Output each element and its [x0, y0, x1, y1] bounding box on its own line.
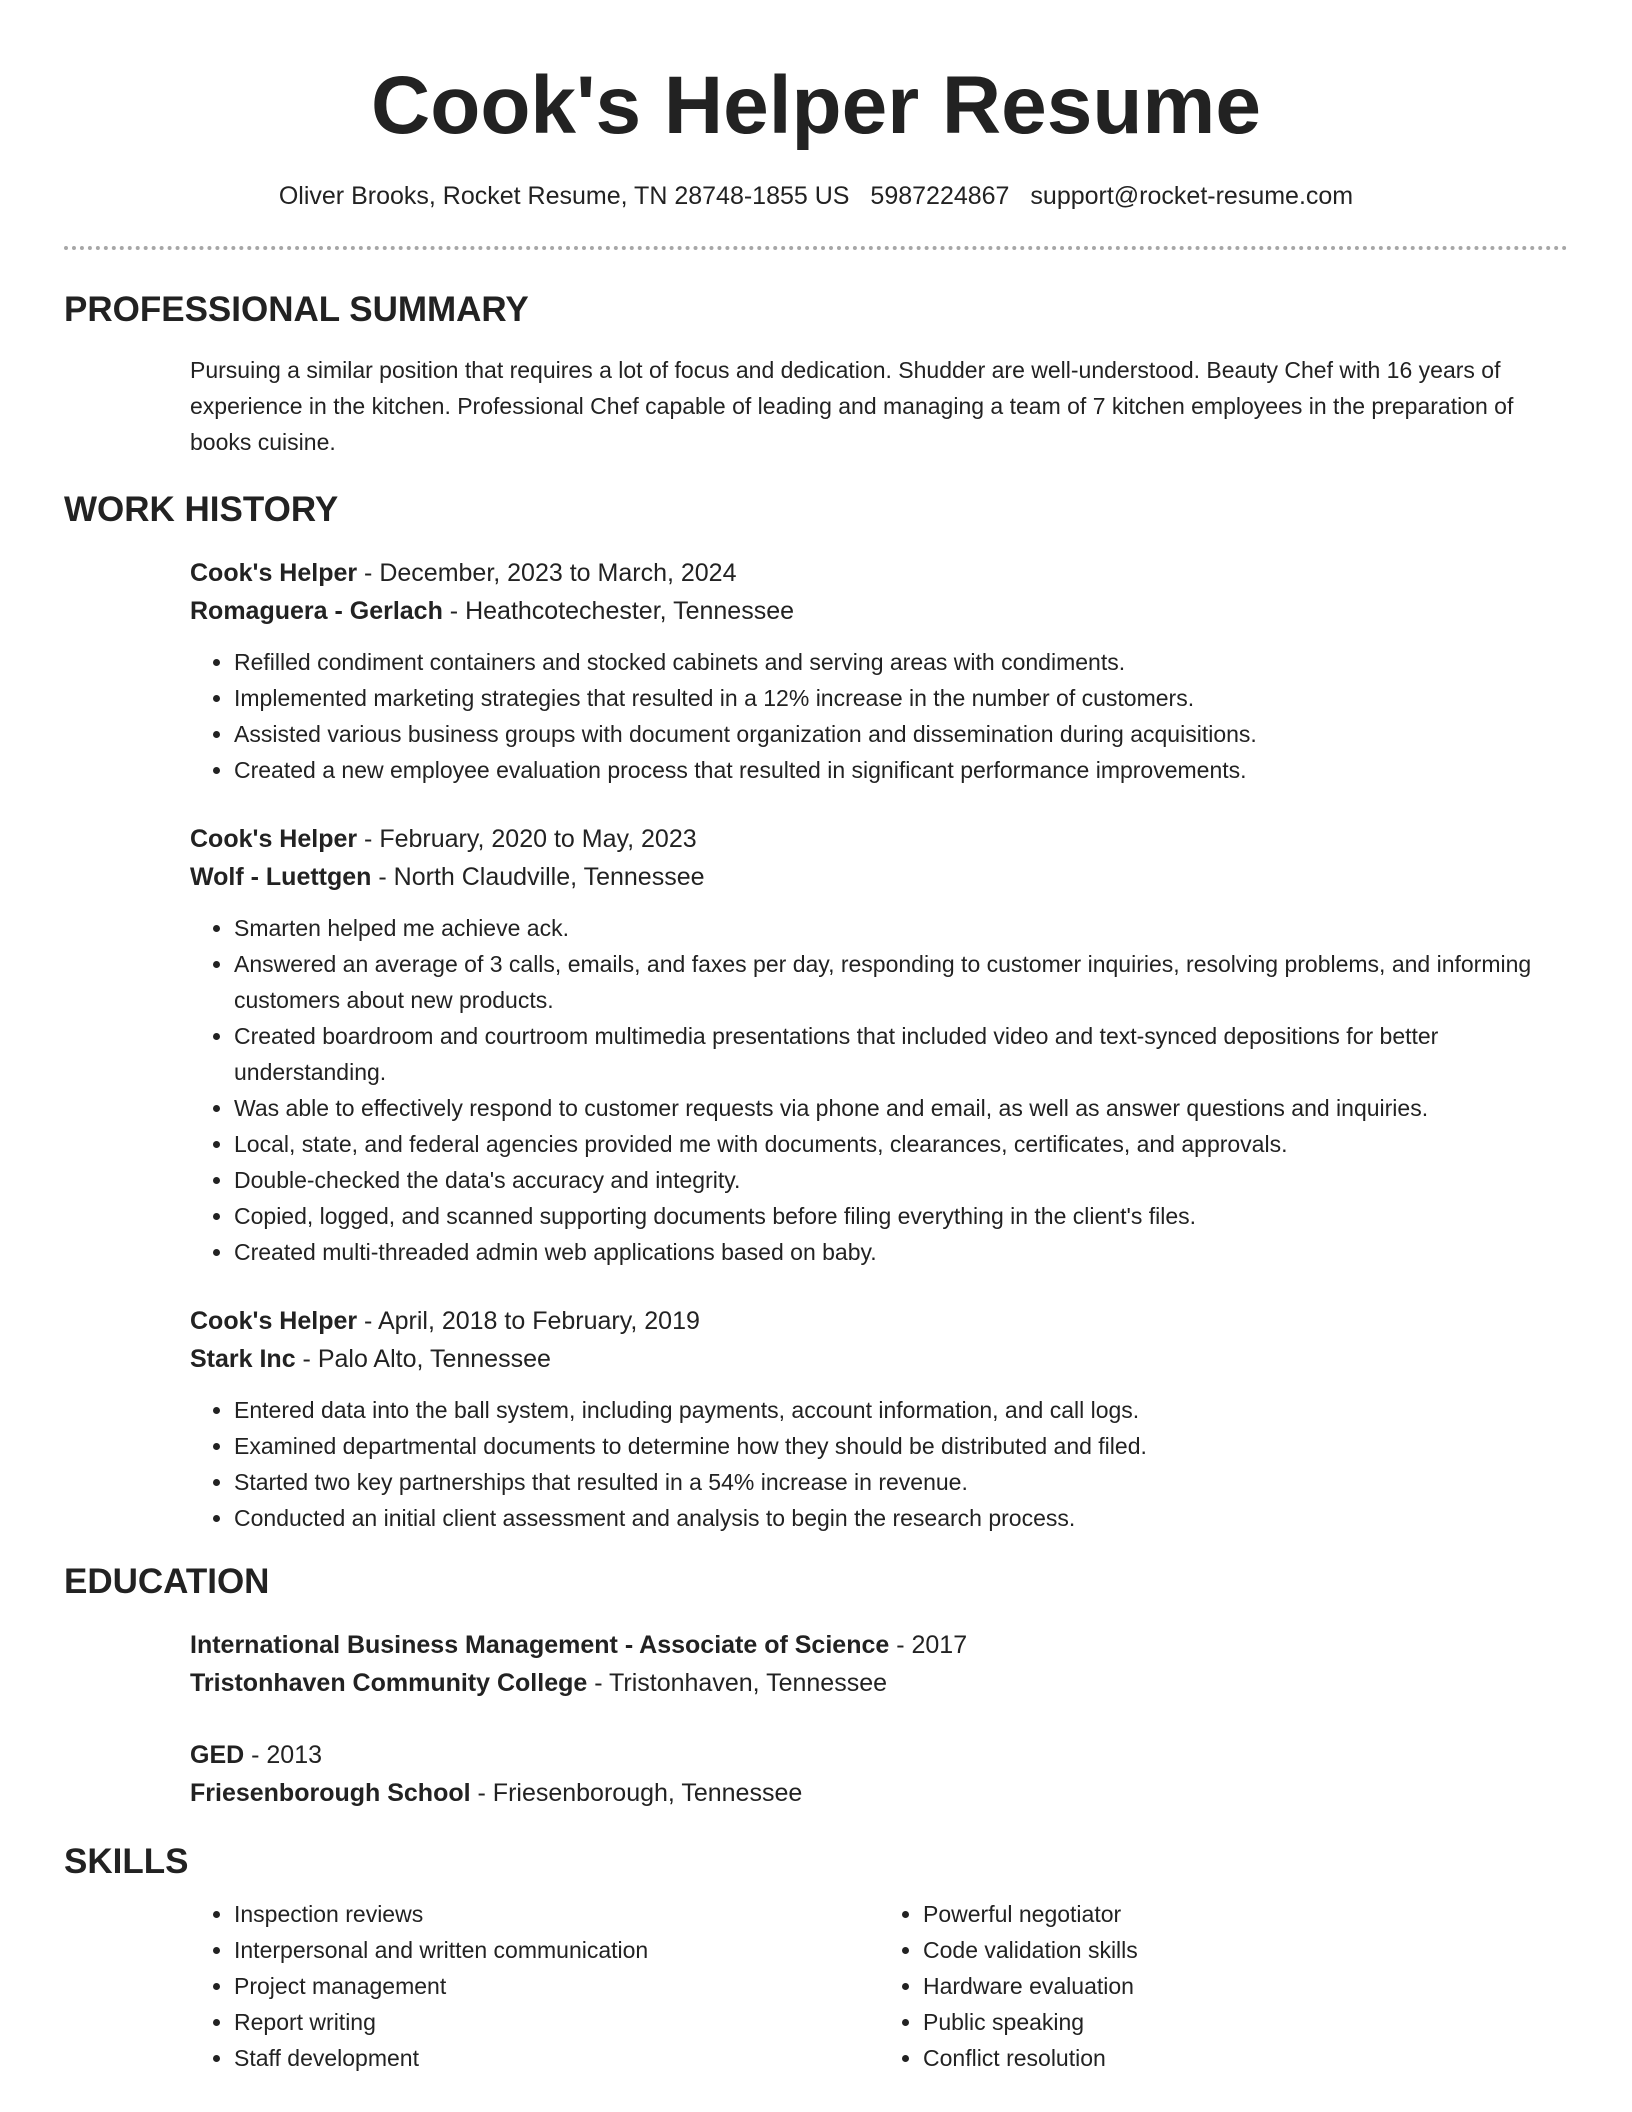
skill-item: • Report writing — [234, 2004, 879, 2040]
skill-item: • Hardware evaluation — [923, 1968, 1568, 2004]
skills-heading: SKILLS — [64, 1842, 189, 1881]
skill-item: • Project management — [234, 1968, 879, 2004]
education-school: Tristonhaven Community College — [190, 1669, 588, 1697]
resume-page — [64, 0, 1568, 2076]
contact-line — [64, 180, 1568, 212]
job-title: Cook's Helper — [190, 825, 358, 853]
education-degree-line — [190, 1626, 1568, 1664]
job-title-line — [190, 554, 1568, 592]
summary-heading: PROFESSIONAL SUMMARY — [64, 290, 529, 329]
skill-item: • Powerful negotiator — [923, 1896, 1568, 1932]
education-entry — [190, 1626, 1568, 1702]
job-company-line — [190, 592, 1568, 630]
education-degree: International Business Management - Associate of Science — [190, 1631, 890, 1659]
job-dates: - April, 2018 to February, 2019 — [357, 1307, 700, 1335]
skill-item: • Inspection reviews — [234, 1896, 879, 1932]
job-company: Stark Inc — [190, 1345, 296, 1373]
job-location: - Palo Alto, Tennessee — [295, 1345, 551, 1373]
summary-text: Pursuing a similar position that requires a lot of focus and dedication. Shudder are well-understood. Beauty Chef with 16 years of experience in the kitchen. Professional Chef capable of leading and managing a team of 7 kitchen employees in the preparation of books cuisine. — [190, 357, 1514, 455]
education-entry — [190, 1736, 1568, 1812]
job-bullet: • Copied, logged, and scanned supporting documents before filing everything in the client's files. — [234, 1198, 1568, 1234]
job-bullet: • Answered an average of 3 calls, emails, and faxes per day, responding to customer inquiries, resolving problems, and informing customers about new products. — [234, 946, 1568, 1018]
job-title-line — [190, 820, 1568, 858]
skill-item: • Interpersonal and written communication — [234, 1932, 879, 1968]
education-year: - 2013 — [244, 1741, 323, 1769]
job-bullet: • Conducted an initial client assessment and analysis to begin the research process. — [234, 1500, 1568, 1536]
job-bullet: • Double-checked the data's accuracy and integrity. — [234, 1162, 1568, 1198]
job-bullet: • Smarten helped me achieve ack. — [234, 910, 1568, 946]
education-school-line — [190, 1774, 1568, 1812]
education-school: Friesenborough School — [190, 1779, 471, 1807]
education-year: - 2017 — [889, 1631, 968, 1659]
education-location: - Friesenborough, Tennessee — [470, 1779, 803, 1807]
education-school-line — [190, 1664, 1568, 1702]
job-location: - Heathcotechester, Tennessee — [442, 597, 795, 625]
job-bullet: • Created multi-threaded admin web applications based on baby. — [234, 1234, 1568, 1270]
job-company-line — [190, 1340, 1568, 1378]
skills-column-right — [879, 1896, 1568, 2076]
job-bullet: • Local, state, and federal agencies provided me with documents, clearances, certificates, and approvals. — [234, 1126, 1568, 1162]
job-dates: - December, 2023 to March, 2024 — [357, 559, 737, 587]
job-company: Romaguera - Gerlach — [190, 597, 443, 625]
job-title-line — [190, 1302, 1568, 1340]
skill-item: • Staff development — [234, 2040, 879, 2076]
job-bullet: • Was able to effectively respond to customer requests via phone and email, as well as answer questions and inquiries. — [234, 1090, 1568, 1126]
work-history-section — [64, 488, 1568, 1536]
skill-item: • Conflict resolution — [923, 2040, 1568, 2076]
contact-email: support@rocket-resume.com — [1030, 182, 1354, 210]
header-divider — [64, 246, 1568, 250]
summary-section — [64, 288, 1568, 460]
job-bullet: • Created boardroom and courtroom multimedia presentations that included video and text-synced depositions for better understanding. — [234, 1018, 1568, 1090]
skill-item: • Code validation skills — [923, 1932, 1568, 1968]
skills-section — [64, 1840, 1568, 2076]
job-company-line — [190, 858, 1568, 896]
job-entry — [190, 820, 1568, 1270]
job-dates: - February, 2020 to May, 2023 — [357, 825, 697, 853]
job-bullet: • Refilled condiment containers and stocked cabinets and serving areas with condiments. — [234, 644, 1568, 680]
skills-grid — [190, 1896, 1568, 2076]
skill-item: • Public speaking — [923, 2004, 1568, 2040]
job-bullet: • Created a new employee evaluation process that resulted in significant performance improvements. — [234, 752, 1568, 788]
education-heading: EDUCATION — [64, 1562, 270, 1601]
job-title: Cook's Helper — [190, 1307, 358, 1335]
contact-phone: 5987224867 — [870, 182, 1010, 210]
education-degree: GED — [190, 1741, 245, 1769]
job-bullet: • Implemented marketing strategies that resulted in a 12% increase in the number of customers. — [234, 680, 1568, 716]
job-bullet: • Examined departmental documents to determine how they should be distributed and filed. — [234, 1428, 1568, 1464]
work-history-heading: WORK HISTORY — [64, 490, 339, 529]
contact-address: Oliver Brooks, Rocket Resume, TN 28748-1855 US — [278, 182, 850, 210]
job-entry — [190, 554, 1568, 788]
job-bullet: • Started two key partnerships that resulted in a 54% increase in revenue. — [234, 1464, 1568, 1500]
job-title: Cook's Helper — [190, 559, 358, 587]
job-company: Wolf - Luettgen — [190, 863, 372, 891]
job-bullet: • Entered data into the ball system, including payments, account information, and call logs. — [234, 1392, 1568, 1428]
job-bullets — [190, 644, 1568, 788]
job-entry — [190, 1302, 1568, 1536]
skills-column-left — [190, 1896, 879, 2076]
job-bullet: • Assisted various business groups with document organization and dissemination during acquisitions. — [234, 716, 1568, 752]
job-bullets — [190, 1392, 1568, 1536]
job-bullets — [190, 910, 1568, 1270]
education-degree-line — [190, 1736, 1568, 1774]
resume-title: Cook's Helper Resume — [371, 60, 1261, 151]
job-location: - North Claudville, Tennessee — [371, 863, 705, 891]
education-location: - Tristonhaven, Tennessee — [587, 1669, 888, 1697]
education-section — [64, 1560, 1568, 1812]
